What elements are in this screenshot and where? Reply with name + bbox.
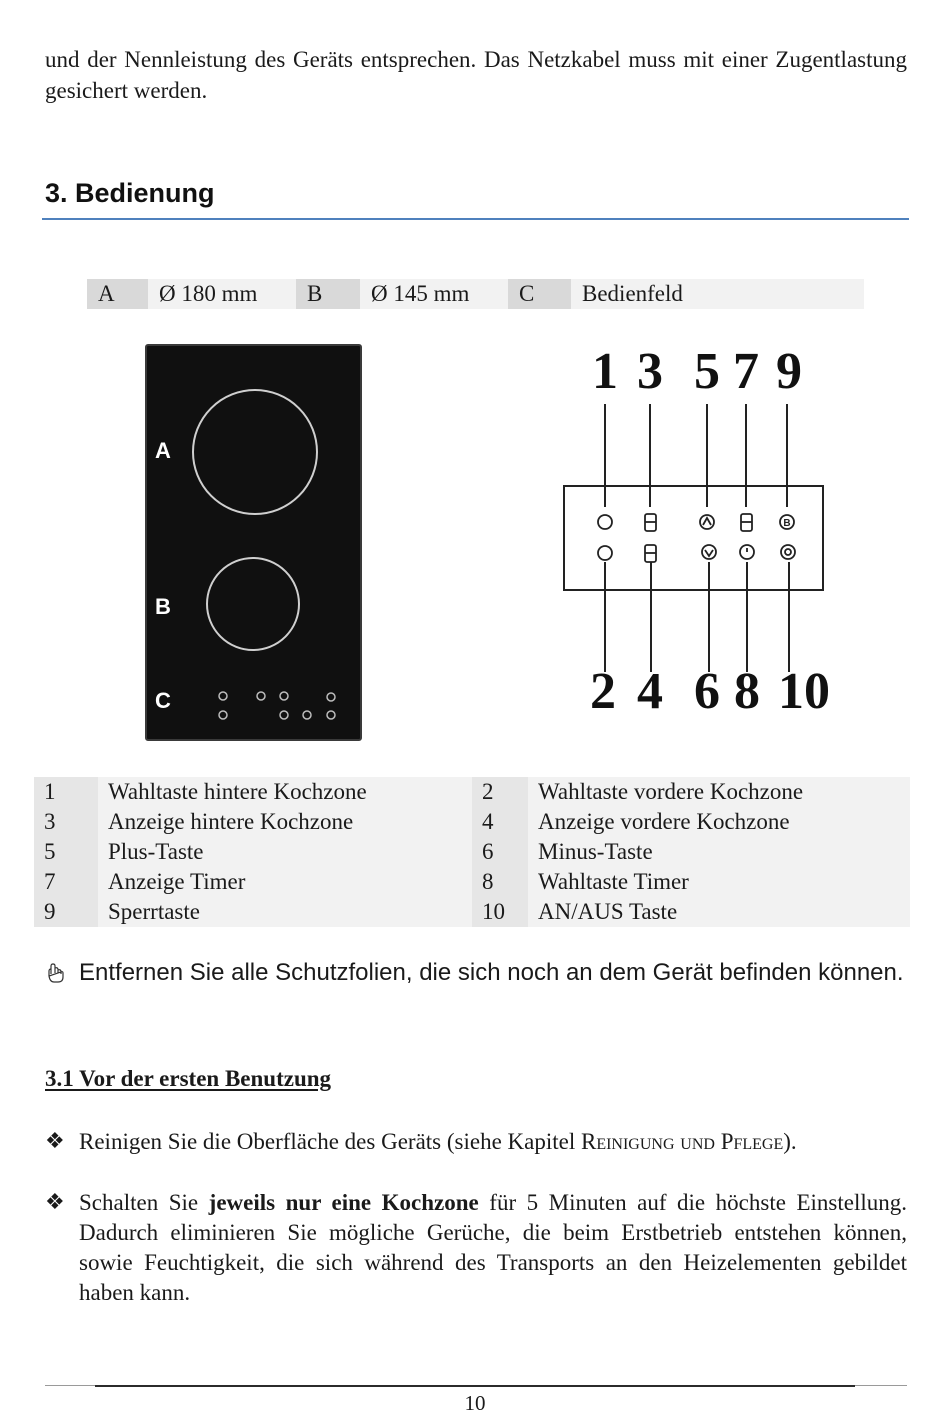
legend-description: Wahltaste Timer bbox=[528, 867, 910, 897]
panel-number: 5 bbox=[694, 343, 720, 400]
front-zone-select-button bbox=[598, 546, 612, 560]
legend-description: Wahltaste vordere Kochzone bbox=[528, 777, 910, 807]
hand-pointer-icon bbox=[45, 962, 67, 984]
legend-number: 6 bbox=[472, 837, 528, 867]
cooktop-image bbox=[145, 344, 362, 741]
subsection-heading: 3.1 Vor der ersten Benutzung bbox=[45, 1066, 332, 1091]
legend-description: Plus-Taste bbox=[98, 837, 472, 867]
legend-number: 2 bbox=[472, 777, 528, 807]
intro-paragraph: und der Nennleistung des Geräts entsprechen. Das Netzkabel muss mit einer Zugentlastung gesichert werden. bbox=[45, 47, 907, 103]
zone-label-b: B bbox=[155, 594, 171, 619]
panel-number: 1 bbox=[592, 343, 618, 400]
legend-row bbox=[34, 837, 910, 867]
legend-description: Anzeige Timer bbox=[98, 867, 472, 897]
legend-number: 4 bbox=[472, 807, 528, 837]
section-heading: 3. Bedienung bbox=[45, 178, 215, 208]
legend-number: 10 bbox=[472, 897, 528, 927]
chapter-reference: Reinigung und Pflege bbox=[580, 1129, 784, 1154]
legend-row bbox=[34, 867, 910, 897]
panel-number: 9 bbox=[776, 343, 802, 400]
legend-description: AN/AUS Taste bbox=[528, 897, 910, 927]
bullet-icon: ❖ bbox=[45, 1128, 65, 1153]
legend-description: Anzeige vordere Kochzone bbox=[528, 807, 910, 837]
dimension-key-c: C bbox=[508, 279, 571, 309]
panel-number: 8 bbox=[734, 663, 760, 720]
footer-rule-accent bbox=[95, 1385, 855, 1387]
panel-number: 6 bbox=[694, 663, 720, 720]
page-number: 10 bbox=[464, 1391, 486, 1415]
note-text: Entfernen Sie alle Schutzfolien, die sich noch an dem Gerät befinden können. bbox=[79, 959, 904, 986]
legend-row bbox=[34, 807, 910, 837]
emphasis-text: jeweils nur eine Kochzone bbox=[208, 1190, 479, 1215]
cooking-zone-b bbox=[207, 558, 299, 650]
legend-number: 9 bbox=[34, 897, 98, 927]
top-number-labels bbox=[592, 343, 802, 400]
legend-description: Wahltaste hintere Kochzone bbox=[98, 777, 472, 807]
bullet-text-first-use: Schalten Sie jeweils nur eine Kochzone für 5 Minuten auf die höchste Einstellung. Dadurch eliminieren Sie mögliche Gerüche, die beim Erstbetrieb entstehen können, sowie Feuchtigkeit, die sich während des Transports an den Heizelementen gebildet haben kann. bbox=[79, 1190, 907, 1305]
cooking-zone-a bbox=[193, 390, 317, 514]
dimension-key-b: B bbox=[296, 279, 360, 309]
legend-description: Anzeige hintere Kochzone bbox=[98, 807, 472, 837]
legend-number: 8 bbox=[472, 867, 528, 897]
dimension-value-b: Ø 145 mm bbox=[360, 279, 508, 309]
control-panel-diagram bbox=[555, 340, 845, 725]
dimension-key-a: A bbox=[87, 279, 148, 309]
rear-zone-select-button bbox=[598, 515, 612, 529]
legend-row bbox=[34, 777, 910, 807]
dimension-value-c: Bedienfeld bbox=[571, 279, 864, 309]
dimension-value-a: Ø 180 mm bbox=[148, 279, 296, 309]
panel-number: 7 bbox=[733, 343, 759, 400]
zone-label-c: C bbox=[155, 688, 171, 713]
panel-number: 3 bbox=[637, 343, 663, 400]
legend-table bbox=[34, 777, 910, 927]
bullet-icon: ❖ bbox=[45, 1189, 65, 1214]
legend-number: 3 bbox=[34, 807, 98, 837]
panel-number: 4 bbox=[637, 663, 663, 720]
power-button bbox=[781, 545, 795, 559]
svg-text:B: B bbox=[783, 518, 791, 529]
legend-number: 5 bbox=[34, 837, 98, 867]
legend-description: Minus-Taste bbox=[528, 837, 910, 867]
legend-number: 7 bbox=[34, 867, 98, 897]
dimension-table bbox=[87, 279, 864, 309]
cooktop-controls bbox=[219, 692, 335, 719]
panel-number: 2 bbox=[590, 663, 616, 720]
panel-outline bbox=[564, 486, 823, 590]
bottom-number-labels bbox=[590, 663, 830, 720]
bullet-text-cleaning: Reinigen Sie die Oberfläche des Geräts (siehe Kapitel Reinigung und Pflege). bbox=[79, 1129, 797, 1154]
panel-number: 10 bbox=[778, 663, 830, 720]
legend-number: 1 bbox=[34, 777, 98, 807]
legend-row bbox=[34, 897, 910, 927]
section-divider bbox=[42, 218, 909, 220]
zone-label-a: A bbox=[155, 438, 171, 463]
legend-description: Sperrtaste bbox=[98, 897, 472, 927]
